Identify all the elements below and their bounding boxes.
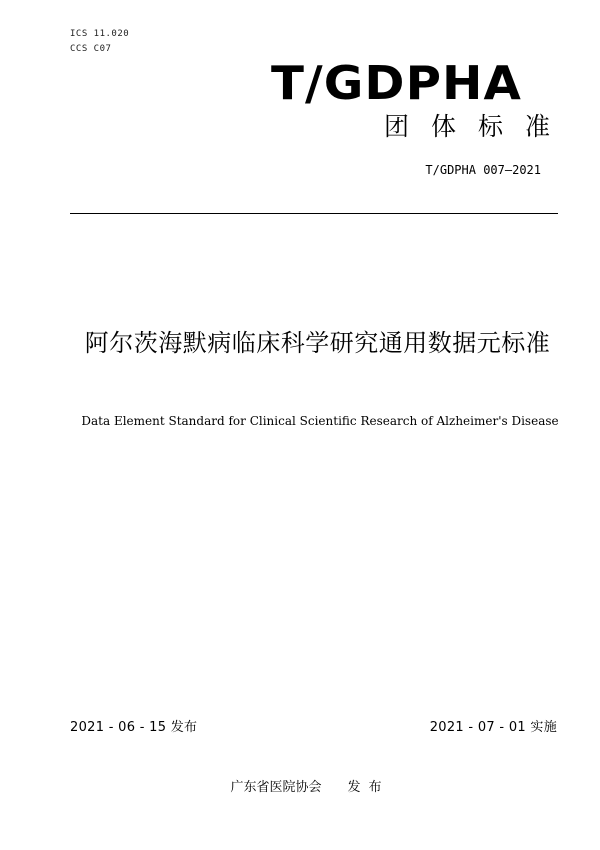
issuer-line bbox=[0, 776, 600, 795]
title-english: Data Element Standard for Clinical Scientific Research of Alzheimer's Disease bbox=[81, 414, 559, 428]
header-divider bbox=[70, 213, 558, 214]
issuer-name: 广东省医院协会 bbox=[230, 780, 322, 795]
standard-type-char: 团 bbox=[383, 112, 409, 141]
ccs-code: CCS C07 bbox=[70, 44, 112, 54]
implementation-date: 2021 - 07 - 01 实施 bbox=[429, 720, 557, 735]
title-chinese: 阿尔茨海默病临床科学研究通用数据元标准 bbox=[84, 329, 551, 357]
organization-code-logo: T/GDPHA bbox=[271, 56, 522, 110]
issuer-verb: 发布 bbox=[347, 780, 390, 795]
standard-number: T/GDPHA 007—2021 bbox=[425, 163, 541, 177]
standard-type-char: 准 bbox=[524, 112, 550, 141]
ics-code: ICS 11.020 bbox=[70, 29, 130, 39]
standard-type-char: 体 bbox=[430, 112, 456, 141]
standard-type-char: 标 bbox=[477, 112, 503, 141]
issue-date: 2021 - 06 - 15 发布 bbox=[70, 720, 198, 735]
standard-type-label bbox=[362, 114, 550, 139]
